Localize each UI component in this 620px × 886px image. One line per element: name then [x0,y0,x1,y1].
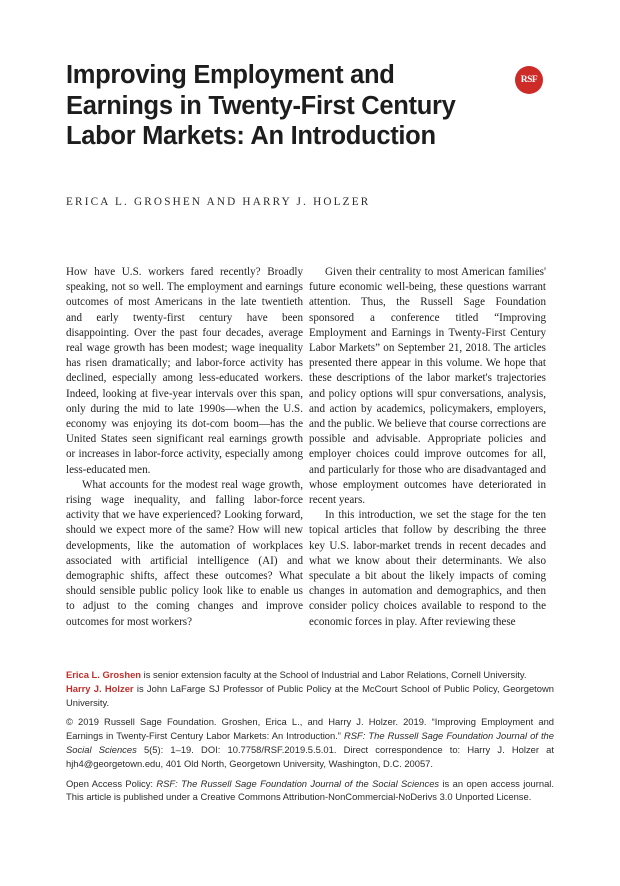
affiliation-text: is senior extension faculty at the School of Industrial and Labor Relations, Cornell University. [141,669,527,680]
body-column-left [66,265,303,630]
open-access-note [66,777,554,805]
copyright-note [66,715,554,770]
copyright-text: © 2019 Russell Sage Foundation. Groshen, Erica L., and Harry J. Holzer. 2019. “Improving Employment and Earnings in Twenty-First Century Labor Markets: An Introduction.” [66,716,554,742]
body-paragraph: What accounts for the modest real wage growth, rising wage inequality, and falling labor-force activity that we have experienced? Looking forward, should we expect more of the same? How will new developments, like the automation of workplaces associated with artificial intelligence (AI) and demographic shifts, affect these outcomes? What should sensible public policy look like to enable us to adjust to the coming changes and improve outcomes for most workers? [66,478,303,628]
author-affiliation [66,668,554,682]
rsf-logo-icon [515,66,543,94]
body-column-right [309,265,546,630]
journal-name: RSF: The Russell Sage Foundation Journal of the Social Sciences [156,777,440,789]
footnotes [66,668,554,810]
article-title: Improving Employment and Earnings in Twenty-First Century Labor Markets: An Introduction [66,61,456,150]
author-name: Harry J. Holzer [66,682,134,694]
license-text: is an open access journal. This article is published under a Creative Commons Attribution-NonCommercial-NoDerivs 3.0 Unported License. [66,777,554,803]
open-access-label: Open Access Policy: [66,777,157,789]
body-paragraph: In this introduction, we set the stage for the ten topical articles that follow by describing the three key U.S. labor-market trends in recent decades and what we know about their determinants. We also speculate a bit about the likely impacts of coming changes in automation and demographics, and then consider policy choices available to respond to the economic forces in play. After reviewing these [309,509,546,628]
body-paragraph: Given their centrality to most American families' future economic well-being, these questions warrant attention. Thus, the Russell Sage Foundation sponsored a conference titled “Improving Employment and Earnings in Twenty-First Century Labor Markets” on September 21, 2018. The articles presented there appear in this volume. We hope that these descriptions of the labor market's trajectories and policy options will spur conversations, analysis, and action by academics, policymakers, employers, and the public. We believe that course corrections are possible and advisable. Appropriate policies and employer choices could improve outcomes for all, and particularly for those who are disadvantaged and whose employment outcomes have deteriorated in recent years. [309,266,547,507]
citation-text: 5(5): 1–19. DOI: 10.7758/RSF.2019.5.5.01. Direct correspondence to: Harry J. Holzer at hjh4@georgetown.edu, 401 Old North, Georgetown University, Washington, D.C. 20057. [66,743,554,769]
body-paragraph: How have U.S. workers fared recently? Broadly speaking, not so well. The employment and earnings outcomes of most Americans in the late twentieth and early twenty-first century have been disappointing. Over the past four decades, average real wage growth has been modest; wage inequality has risen dramatically; and labor-force activity has declined, especially among less-educated workers. Indeed, looking at five-year intervals over this span, only during the mid to late 1990s—when the U.S. economy was enjoying its dot-com boom—has the United States seen significant real earnings growth or increases in labor-force activity, especially among less-educated men. [66,266,303,476]
journal-name: RSF: The Russell Sage Foundation Journal of the Social Sciences [66,730,554,755]
logo-text: RSF [520,75,538,85]
affiliation-text: is John LaFarge SJ Professor of Public Policy at the McCourt School of Public Policy, Georgetown University. [66,682,554,708]
author-name: Erica L. Groshen [66,669,142,680]
author-affiliation [66,682,554,710]
author-byline: ERICA L. GROSHEN AND HARRY J. HOLZER [66,196,371,208]
